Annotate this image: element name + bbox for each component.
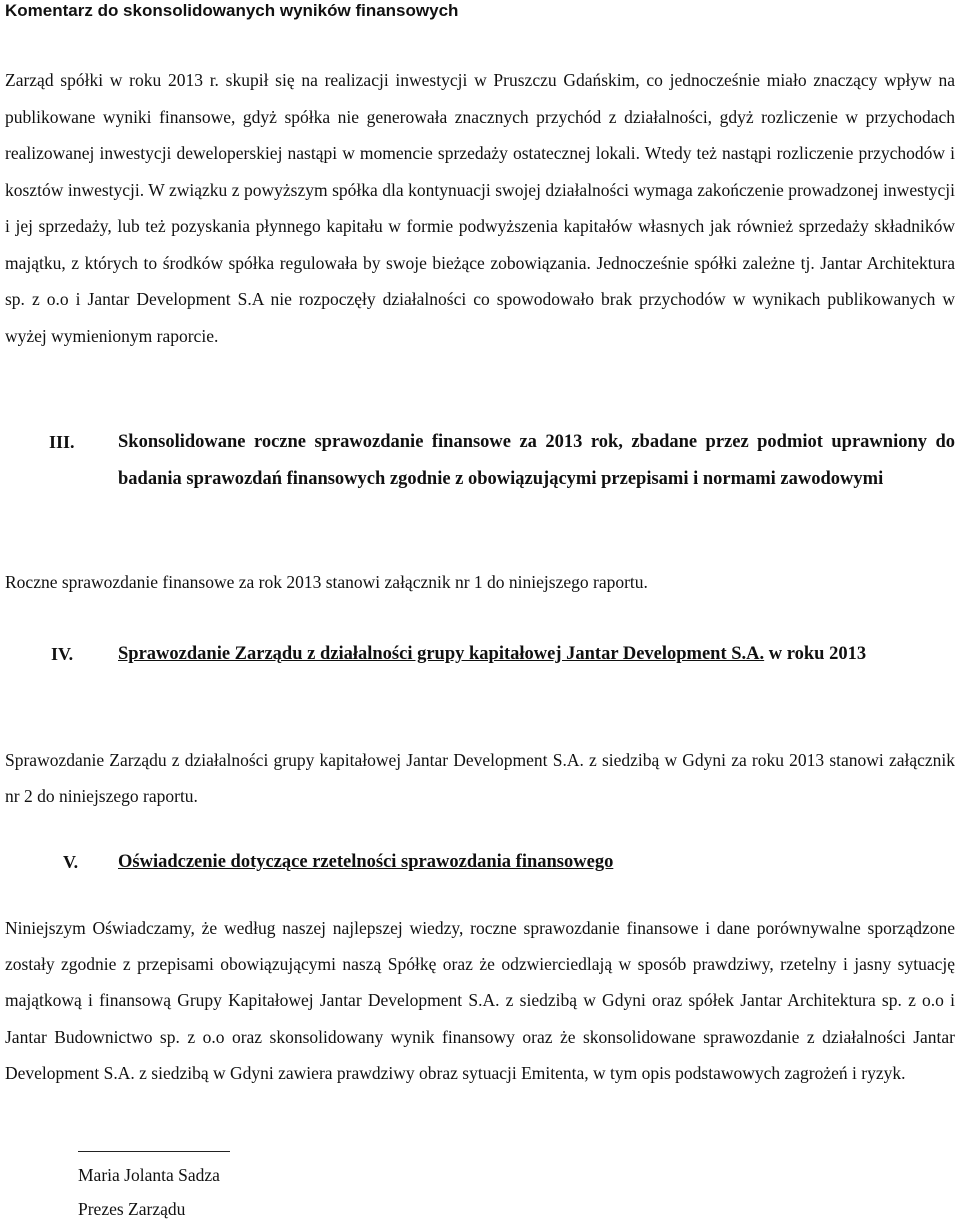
section-title-iv — [118, 636, 955, 673]
management-report-paragraph: Sprawozdanie Zarządu z działalności grupy kapitałowej Jantar Development S.A. z siedzibą w Gdyni za roku 2013 stanowi załącznik nr 2 do niniejszego raportu. — [5, 750, 955, 806]
signatory-name: Maria Jolanta Sadza — [78, 1165, 220, 1185]
document-title: Komentarz do skonsolidowanych wyników finansowych — [5, 1, 459, 20]
signature-line — [78, 1151, 230, 1152]
section-number-iv: IV. — [51, 644, 74, 664]
annual-report-paragraph: Roczne sprawozdanie finansowe za rok 2013 stanowi załącznik nr 1 do niniejszego raportu. — [5, 572, 648, 592]
section-number-iii: III. — [49, 432, 75, 452]
intro-paragraph: Zarząd spółki w roku 2013 r. skupił się na realizacji inwestycji w Pruszczu Gdańskim, co jednocześnie miało znaczący wpływ na publikowane wyniki finansowe, gdyż spółka nie generowała znacznych przychód z działalności, gdyż rozliczenie w przychodach realizowanej inwestycji deweloperskiej nastąpi w momencie sprzedaży ostatecznej lokali. Wtedy też nastąpi rozliczenie przychodów i kosztów inwestycji. W związku z powyższym spółka dla kontynuacji swojej działalności wymaga zakończenie prowadzonej inwestycji i jej sprzedaży, lub też pozyskania płynnego kapitału w formie podwyższenia kapitałów własnych jak również sprzedaży składników majątku, z których to środków spółka regulowała by swoje bieżące zobowiązania. Jednocześnie spółki zależne tj. Jantar Architektura sp. z o.o i Jantar Development S.A nie rozpoczęły działalności co spowodowało brak przychodów w wynikach publikowanych w wyżej wymienionym raporcie. — [5, 70, 955, 346]
section-title-iv-rest: w roku 2013 — [764, 644, 867, 664]
statement-paragraph: Niniejszym Oświadczamy, że według naszej najlepszej wiedzy, roczne sprawozdanie finansowe i dane porównywalne sporządzone zostały zgodnie z przepisami obowiązującymi naszą Spółkę oraz że odzwierciedlają w sposób prawdziwy, rzetelny i jasny sytuację majątkową i finansową Grupy Kapitałowej Jantar Development S.A. z siedzibą w Gdyni oraz spółek Jantar Architektura sp. z o.o i Jantar Budownictwo sp. z o.o oraz skonsolidowany wynik finansowy oraz że skonsolidowane sprawozdanie z działalności Jantar Development S.A. z siedzibą w Gdyni zawiera prawdziwy obraz sytuacji Emitenta, w tym opis podstawowych zagrożeń i ryzyk. — [5, 918, 955, 1083]
section-title-iii: Skonsolidowane roczne sprawozdanie finansowe za 2013 rok, zbadane przez podmiot uprawniony do badania sprawozdań finansowych zgodnie z obowiązującymi przepisami i normami zawodowymi — [118, 432, 955, 489]
section-number-v: V. — [63, 852, 79, 872]
signatory-role: Prezes Zarządu — [78, 1199, 186, 1219]
section-title-v: Oświadczenie dotyczące rzetelności sprawozdania finansowego — [118, 852, 614, 872]
section-title-iv-underlined: Sprawozdanie Zarządu z działalności grupy kapitałowej Jantar Development S.A. — [118, 644, 765, 664]
